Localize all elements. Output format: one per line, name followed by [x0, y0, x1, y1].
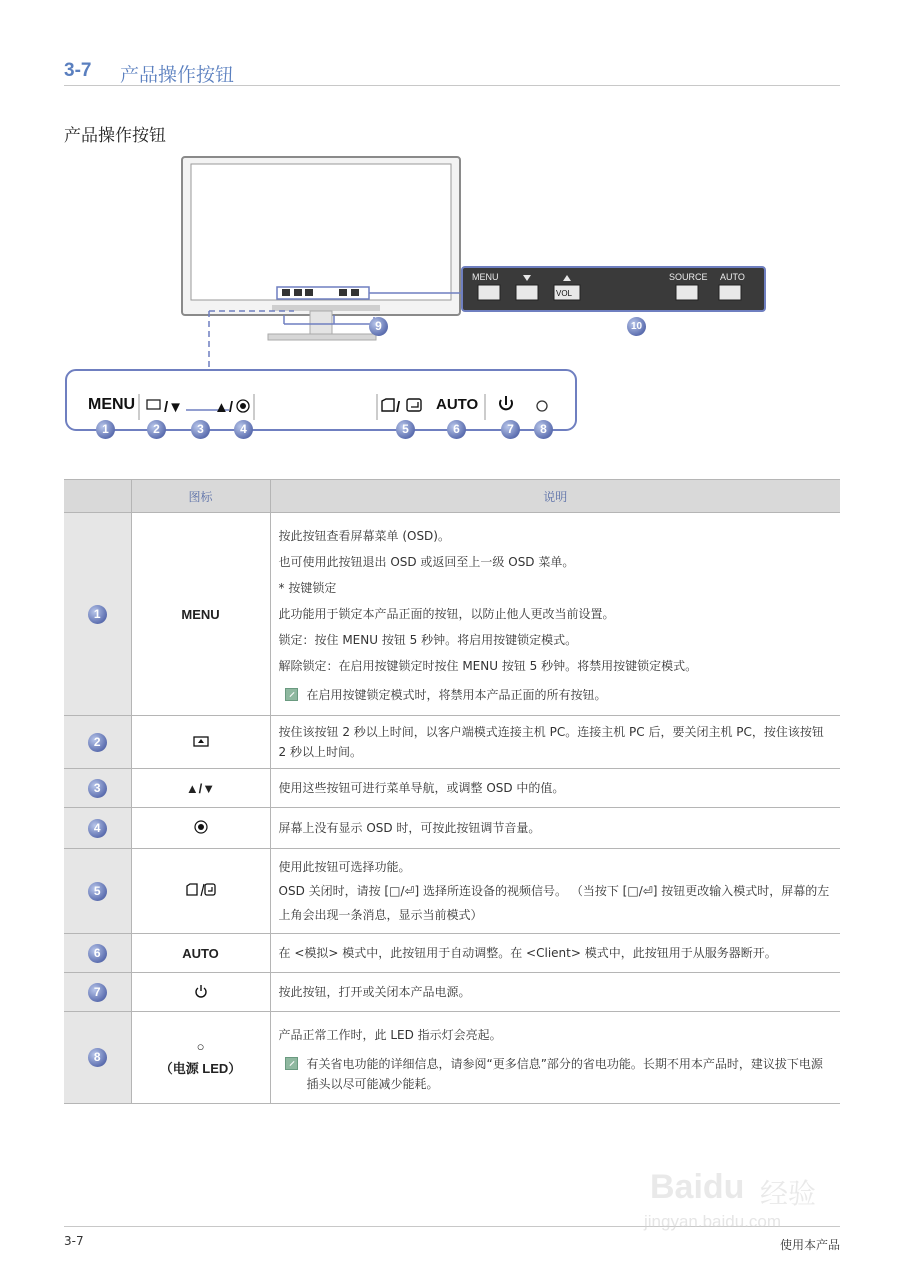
- led-icon: ○: [196, 1038, 205, 1054]
- row-text: 按住该按钮 2 秒以上时间，以客户端模式连接主机 PC。连接主机 PC 后，要关闭主机 PC，按住该按钮 2 秒以上时间。: [278, 725, 824, 759]
- callout-6: 6: [447, 420, 466, 439]
- subsection-title: 产品操作按钮: [64, 126, 166, 146]
- callout-3: 3: [191, 420, 210, 439]
- panel-menu-label: MENU: [472, 272, 499, 282]
- table-row: [64, 973, 840, 1012]
- section-title: 产品操作按钮: [120, 64, 235, 86]
- button-spec-table: [64, 479, 840, 1104]
- callout-7: 7: [501, 420, 520, 439]
- monitor-diagram: [64, 150, 784, 450]
- table-row: [64, 513, 840, 716]
- table-header-number: [64, 480, 131, 513]
- monitor-illustration: [64, 150, 784, 450]
- note: [279, 1054, 833, 1094]
- section-number: 3-7: [64, 60, 92, 81]
- row-number: 6: [88, 944, 107, 963]
- svg-text:/▼: /▼: [164, 399, 184, 416]
- row-text: 屏幕上没有显示 OSD 时，可按此按钮调节音量。: [278, 821, 541, 835]
- note-text: 在启用按键锁定模式时，将禁用本产品正面的所有按钮。: [306, 688, 607, 702]
- table-header-row: [64, 480, 840, 513]
- row-number: 2: [88, 733, 107, 752]
- table-row: [64, 934, 840, 973]
- callout-1: 1: [96, 420, 115, 439]
- auto-button-label: AUTO: [436, 396, 479, 413]
- row-text: * 按键锁定: [278, 581, 337, 595]
- callout-8: 8: [534, 420, 553, 439]
- panel-auto-label: AUTO: [720, 272, 745, 282]
- table-row: [64, 769, 840, 808]
- note-text: 有关省电功能的详细信息，请参阅“更多信息”部分的省电功能。长期不用本产品时，建议拔下电源插头以尽可能减少能耗。: [306, 1056, 823, 1091]
- row-text: 也可使用此按钮退出 OSD 或返回至上一级 OSD 菜单。: [278, 555, 575, 569]
- watermark-cn: 经验: [760, 1177, 817, 1210]
- svg-text:/: /: [396, 399, 401, 416]
- row-number: 7: [88, 983, 107, 1002]
- auto-icon-label: AUTO: [131, 934, 270, 973]
- menu-icon-label: MENU: [131, 513, 270, 716]
- callout-4: 4: [234, 420, 253, 439]
- menu-button-label: MENU: [88, 396, 136, 413]
- power-icon: [194, 984, 208, 998]
- table-header-icon: 图标: [131, 480, 270, 513]
- arrow-icon-label: ▲/▼: [131, 769, 270, 808]
- table-row: [64, 1012, 840, 1104]
- panel-vol-label: VOL: [556, 289, 573, 298]
- callout-9: 9: [369, 317, 388, 336]
- section-header: [64, 60, 840, 86]
- table-row: [64, 849, 840, 934]
- footer-page-number: 3-7: [64, 1234, 84, 1248]
- baidu-watermark: [640, 1150, 870, 1240]
- row-number: 1: [88, 605, 107, 624]
- panel-source-label: SOURCE: [669, 272, 708, 282]
- note: [279, 685, 833, 705]
- footer-chapter-title: 使用本产品: [779, 1238, 840, 1252]
- row-text: 按此按钮查看屏幕菜单 (OSD)。: [278, 529, 450, 543]
- source-button-icon: [186, 883, 216, 897]
- row-text: 锁定：按住 MENU 按钮 5 秒钟。将启用按键锁定模式。: [278, 633, 578, 647]
- watermark-brand: Baidu: [650, 1168, 745, 1206]
- row-text: 解除锁定：在启用按键锁定时按住 MENU 按钮 5 秒钟。将禁用按键锁定模式。: [278, 659, 698, 673]
- row-text: 使用此按钮可选择功能。: [278, 860, 411, 874]
- row-number: 8: [88, 1048, 107, 1067]
- enter-button-icon: [194, 820, 208, 834]
- callout-2: 2: [147, 420, 166, 439]
- row-text: 此功能用于锁定本产品正面的按钮，以防止他人更改当前设置。: [278, 607, 615, 621]
- table-row: [64, 716, 840, 769]
- row-text: 在 <模拟> 模式中，此按钮用于自动调整。在 <Client> 模式中，此按钮用于从服务器断开。: [278, 946, 777, 960]
- row-number: 5: [88, 882, 107, 901]
- row-text: 使用这些按钮可进行菜单导航，或调整 OSD 中的值。: [278, 781, 565, 795]
- row-text: OSD 关闭时，请按 [□/⏎] 选择所连设备的视频信号。 （当按下 [□/⏎] 按钮更改输入模式时，屏幕的左上角会出现一条消息，显示当前模式）: [278, 884, 830, 922]
- note-icon: [285, 1057, 298, 1070]
- row-text: 产品正常工作时，此 LED 指示灯会亮起。: [278, 1027, 502, 1042]
- watermark-url: jingyan.baidu.com: [644, 1212, 782, 1231]
- row-number: 4: [88, 819, 107, 838]
- row-text: 按此按钮，打开或关闭本产品电源。: [278, 985, 471, 999]
- callout-5: 5: [396, 420, 415, 439]
- table-row: [64, 808, 840, 849]
- table-header-description: 说明: [270, 480, 840, 513]
- svg-text:▲/: ▲/: [214, 399, 234, 416]
- note-icon: [285, 688, 298, 701]
- row-number: 3: [88, 779, 107, 798]
- callout-10: 10: [627, 317, 646, 336]
- client-mode-icon: [193, 736, 209, 747]
- led-label: （电源 LED）: [159, 1060, 242, 1076]
